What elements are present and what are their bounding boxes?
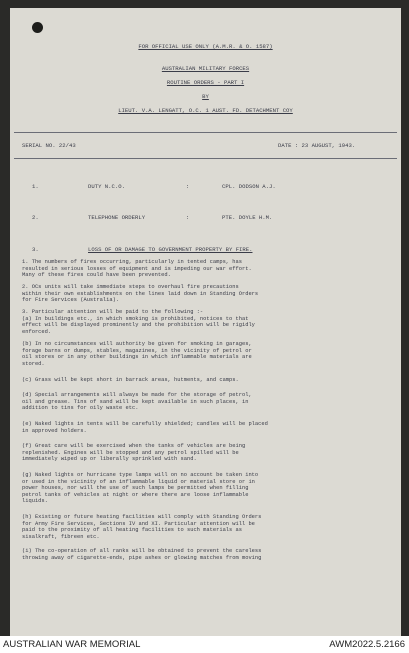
paragraph-line: oil stores or in any other buildings in which inflammable materials are (22, 354, 252, 361)
classification-line: FOR OFFICIAL USE ONLY (A.M.R. & O. 1587) (138, 43, 273, 50)
paragraph-line: 3. Particular attention will be paid to the following :- (22, 309, 204, 315)
paragraph-1 (22, 259, 394, 279)
item-role: TELEPHONE ORDERLY (88, 214, 146, 221)
archive-reference: AWM2022.5.2166 (329, 639, 405, 650)
paragraph-line: power houses, nor will the use of such lamps be permitted when filling (22, 485, 249, 492)
paragraph-line: for Fire Services (Australia). (22, 297, 120, 304)
paragraph-line: liquids. (22, 498, 48, 505)
paragraph-line: paid to the proximity of all heating facilities to such materials as (22, 527, 242, 534)
paragraph-3h (22, 514, 394, 540)
author-line: LIEUT. V.A. LENGATT, O.C. 1 AUST. FD. DETACHMENT COY (118, 107, 293, 114)
item-name: PTE. DOYLE H.M. (222, 214, 273, 221)
paragraph-line: replenished. Engines will be stopped and any petrol spilled will be (22, 449, 239, 456)
item-separator: : (186, 214, 190, 221)
divider-bottom (14, 158, 397, 159)
paragraph-line: (e) Naked lights in tents will be carefully shielded; candles will be placed (22, 421, 268, 427)
paragraph-line: within their own establishments on the lines laid down in Standing Orders (22, 290, 259, 297)
paragraph-3i (22, 548, 394, 561)
paragraph-line: petrol tanks of vehicles at night or where there are loose inflammable (22, 491, 249, 498)
organisation-heading: AUSTRALIAN MILITARY FORCES (161, 65, 250, 72)
paragraph-3b (22, 341, 394, 367)
paragraph-line: in approved holders. (22, 427, 87, 434)
paragraph-line: (g) Naked lights or hurricane type lamps will on no account be taken into (22, 472, 259, 478)
orders-title: ROUTINE ORDERS - PART I (166, 79, 245, 86)
paragraph-3g (22, 472, 394, 505)
paragraph-2 (22, 284, 394, 304)
paragraph-line: (c) Grass will be kept short in barrack areas, hutments, and camps. (22, 377, 239, 383)
paragraph-line: (i) The co-operation of all ranks will be obtained to prevent the careless (22, 548, 262, 554)
paragraph-line: 2. OCs units will take immediate steps to overhaul fire precautions (22, 284, 239, 290)
paragraph-3d (22, 392, 394, 412)
paragraph-line: enforced. (22, 328, 52, 335)
item-number: 2. (32, 214, 39, 221)
document-page (10, 8, 401, 636)
paragraph-line: (a) In buildings etc., in which smoking is prohibited, notices to that (22, 315, 249, 322)
paragraph-line: Many of these fires could have been prevented. (22, 272, 171, 279)
paragraph-line: sisalkraft, fibreen etc. (22, 533, 100, 540)
section-number: 3. (32, 246, 39, 253)
order-date: DATE : 23 AUGUST, 1943. (278, 142, 356, 149)
divider-top (14, 132, 397, 133)
archive-footer (0, 636, 409, 653)
paragraph-line: addition to tins for oily waste etc. (22, 405, 139, 412)
punch-hole (32, 22, 43, 33)
paragraph-line: (d) Special arrangements will always be made for the storage of petrol, (22, 392, 252, 398)
paragraph-line: (h) Existing or future heating facilities will comply with Standing Orders (22, 514, 262, 520)
paragraph-line: effect will be displayed prominently and the prohibition will be rigidly (22, 322, 255, 329)
item-number: 1. (32, 183, 39, 190)
paragraph-line: stored. (22, 360, 45, 367)
paragraph-line: for Army Fire Services, Sections IV and XI. Particular attention will be (22, 520, 255, 527)
paragraph-3e (22, 421, 394, 434)
paragraph-line: immediately wiped up or liberally sprinkled with sand. (22, 456, 197, 463)
paragraph-line: resulted in serious losses of equipment and is impeding our war effort. (22, 265, 252, 272)
archive-credit: AUSTRALIAN WAR MEMORIAL (3, 639, 141, 650)
by-line: BY (202, 93, 209, 100)
paragraph-line: (f) Great care will be exercised when the tanks of vehicles are being (22, 443, 246, 449)
paragraph-3a (22, 309, 394, 335)
paragraph-line: (b) In no circumstances will authority be given for smoking in garages, (22, 341, 252, 347)
section-heading: LOSS OF OR DAMAGE TO GOVERNMENT PROPERTY BY FIRE. (88, 246, 253, 253)
paragraph-line: 1. The numbers of fires occurring, particularly in tented camps, has (22, 259, 242, 265)
item-name: CPL. DODSON A.J. (222, 183, 276, 190)
item-role: DUTY N.C.O. (88, 183, 125, 190)
paragraph-line: forage barns or dumps, stables, magazines, in the vicinity of petrol or (22, 347, 252, 354)
paragraph-3f (22, 443, 394, 463)
serial-number: SERIAL NO. 22/43 (22, 142, 76, 149)
paragraph-3c (22, 377, 394, 384)
paragraph-line: throwing away of cigarette-ends, pipe ashes or glowing matches from moving (22, 554, 262, 561)
paragraph-line: or used in the vicinity of an inflammable liquid or material store or in (22, 478, 255, 485)
item-separator: : (186, 183, 190, 190)
paragraph-line: oil and grease. Tins of sand will be kept available in such places, in (22, 398, 249, 405)
